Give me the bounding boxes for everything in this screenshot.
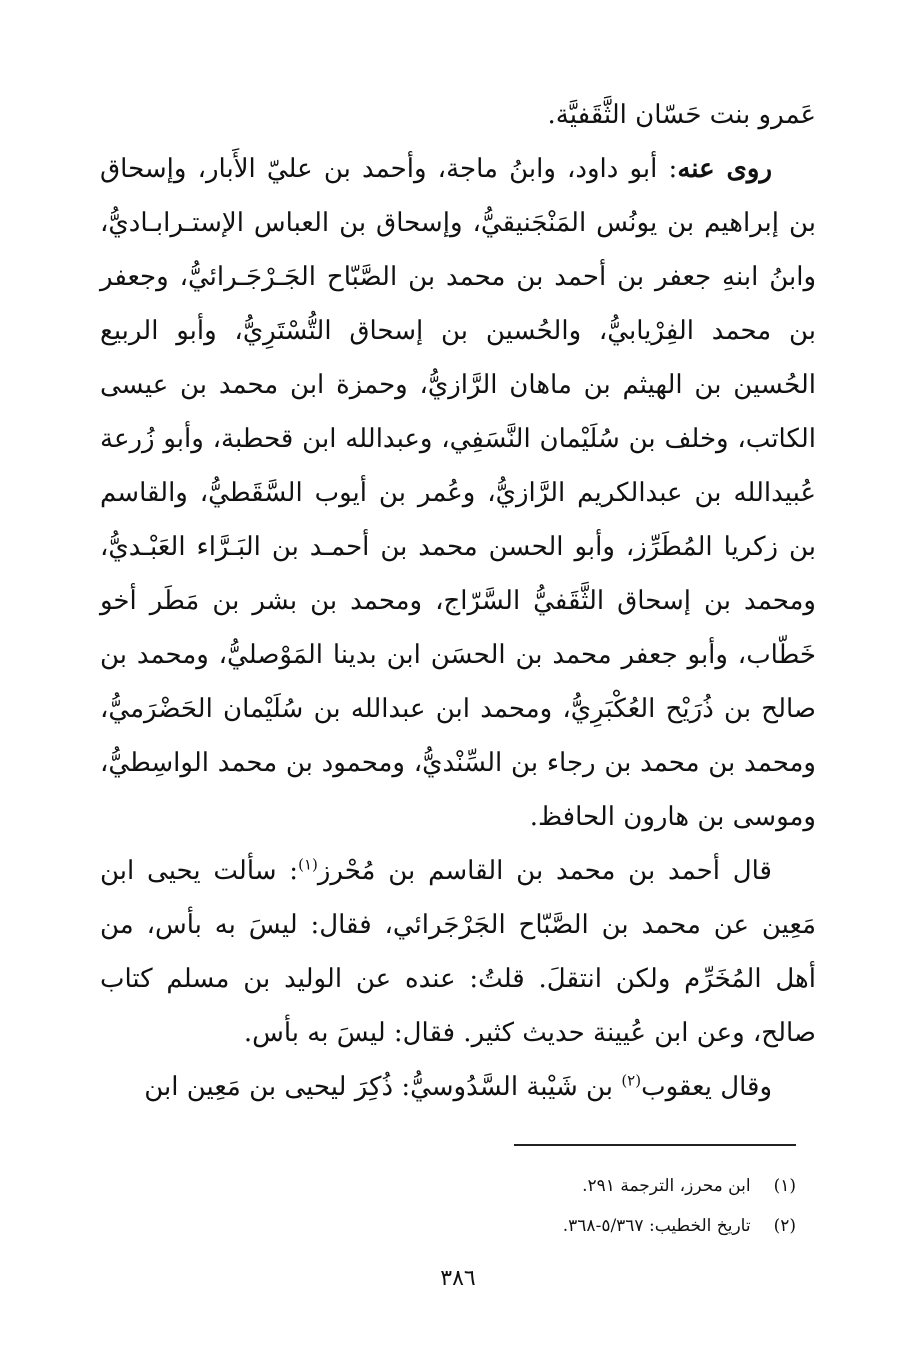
footnote-1-number: (١) xyxy=(773,1176,796,1196)
paragraph-4-text-start: وقال يعقوب xyxy=(641,1072,772,1102)
footnotes-block xyxy=(300,1166,796,1246)
paragraph-continuation xyxy=(100,88,816,142)
paragraph-yaqub xyxy=(100,1060,816,1114)
footnote-1-text: ابن محرز، الترجمة ٢٩١. xyxy=(582,1176,751,1196)
footnote-2 xyxy=(300,1206,796,1246)
footnote-2-number: (٢) xyxy=(773,1216,796,1236)
paragraph-4-text-end: بن شَيْبة السَّدُوسيُّ: ذُكِرَ ليحيى بن مَعِين ابن xyxy=(144,1072,622,1102)
narrators-heading: روى عنه xyxy=(677,154,773,184)
paragraph-3-text-end: : سألت يحيى ابن مَعِين عن محمد بن الصَّبّاح الجَرْجَرائي، فقال: ليسَ به بأس، من أهل المُخَرِّم ولكن انتقلَ. قلتُ: عنده عن الوليد بن مسلم كتاب صالح، وعن ابن عُيينة حديث كثير. فقال: ليسَ به بأس. xyxy=(100,856,816,1048)
footnote-1 xyxy=(300,1166,796,1206)
footnote-marker-2: (٢) xyxy=(621,1071,642,1090)
footnote-2-text: تاريخ الخطيب: ٥/٣٦٧-٣٦٨. xyxy=(562,1216,751,1236)
paragraph-ibn-muhriz xyxy=(100,844,816,1060)
footnote-divider xyxy=(514,1144,796,1146)
paragraph-1-text: عَمرو بنت حَسّان الثَّقَفيَّة. xyxy=(547,100,816,130)
paragraph-narrators xyxy=(100,142,816,844)
paragraph-3-text-start: قال أحمد بن محمد بن القاسم بن مُحْرز xyxy=(317,856,772,886)
page-number: ٣٨٦ xyxy=(440,1266,476,1291)
footnote-marker-1: (١) xyxy=(298,855,318,874)
main-text-block xyxy=(100,88,816,1114)
narrators-list-text: : أبو داود، وابنُ ماجة، وأحمد بن عليّ الأَبار، وإسحاق بن إبراهيم بن يونُس المَنْجَنيقيُّ، وإسحاق بن العباس الإستـرابـاديُّ، وابنُ ابنهِ جعفر بن أحمد بن محمد بن الصَّبّاح الجَـرْجَـرائيُّ، وجعفر بن محمد الفِرْيابيُّ، والحُسين بن إسحاق التُّسْتَرِيُّ، وأبو الربيع الحُسين بن الهيثم بن ماهان الرَّازيُّ، وحمزة ابن محمد بن عيسى الكاتب، وخلف بن سُلَيْمان النَّسَفِي، وعبدالله ابن قحطبة، وأبو زُرعة عُبيدالله بن عبدالكريم الرَّازيُّ، وعُمر بن أيوب السَّقَطيُّ، والقاسم بن زكريا المُطَرِّز، وأبو الحسن محمد بن أحمـد بن البَـرَّاء العَبْـديُّ، ومحمد بن إسحاق الثَّقَفيُّ السَّرّاج، ومحمد بن بشر بن مَطَر أخو خَطّاب، وأبو جعفر محمد بن الحسَن ابن بدينا المَوْصليُّ، ومحمد بن صالح بن ذُرَيْح العُكْبَرِيُّ، ومحمد ابن عبدالله بن سُلَيْمان الحَضْرَميُّ، ومحمد بن محمد بن رجاء بن السِّنْديُّ، ومحمود بن محمد الواسِطيُّ، وموسى بن هارون الحافظ. xyxy=(100,154,816,832)
